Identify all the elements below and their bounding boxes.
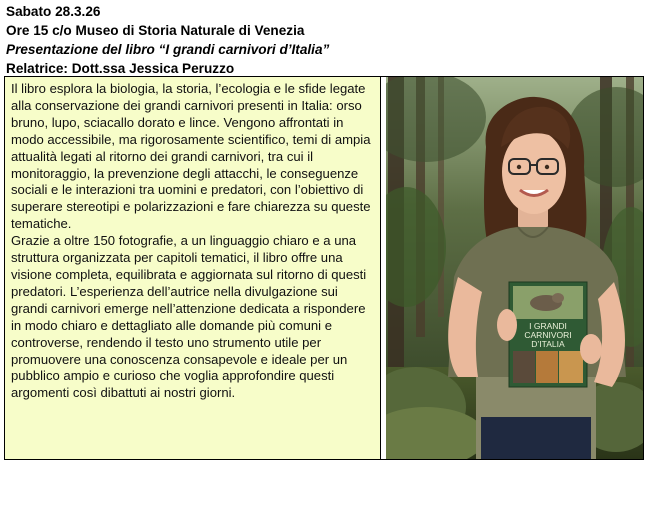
author-photo [386, 77, 643, 459]
description-paragraph-2: Grazie a oltre 150 fotografie, a un linguaggio chiaro e a una struttura organizzata per capitoli tematici, il libro offre una visione completa, equilibrata e aggiornata sul ritorno di questi predatori. L’esperienza dell’autrice nella divulgazione sui grandi carnivori emerge nell’attenzione dedicata a rispondere in modo chiaro e dettagliato alle domande più comuni e controverse, rendendo il testo uno strumento utile per promuovere una conoscenza consapevole e ideale per un pubblico ampio e curioso che voglia approfondire questi argomenti così dibattuti ai nostri giorni. [11, 233, 367, 401]
description-paragraph-1: Il libro esplora la biologia, la storia, l’ecologia e le sfide legate alla conservazione dei grandi carnivori presenti in Italia: orso bruno, lupo, sciacallo dorato e lince. Vengono affrontati in modo accessibile, ma rigorosamente scientifico, temi di ampia attualità legati al ritorno dei grandi carnivori, tra cui il monitoraggio, la prevenzione degli attacchi, le conseguenze sociali e le interazioni tra uomini e predatori, con l’obiettivo di superare stereotipi e polarizzazioni e fare chiarezza su queste tematiche. [11, 81, 371, 232]
description-cell [5, 77, 381, 459]
event-date: Sabato 28.3.26 [6, 4, 101, 19]
event-speaker: Relatrice: Dott.ssa Jessica Peruzzo [6, 61, 235, 76]
event-venue: Ore 15 c/o Museo di Storia Naturale di Venezia [6, 23, 305, 38]
book-cover [509, 282, 587, 387]
book-title-line-3: D’ITALIA [531, 339, 565, 349]
event-title: Presentazione del libro “I grandi carnivori d’Italia” [6, 42, 330, 57]
book-title-line-2: CARNIVORI [524, 330, 572, 340]
event-header [6, 2, 646, 78]
content-panel [4, 76, 644, 460]
book-title-line-1: I GRANDI [529, 321, 567, 331]
